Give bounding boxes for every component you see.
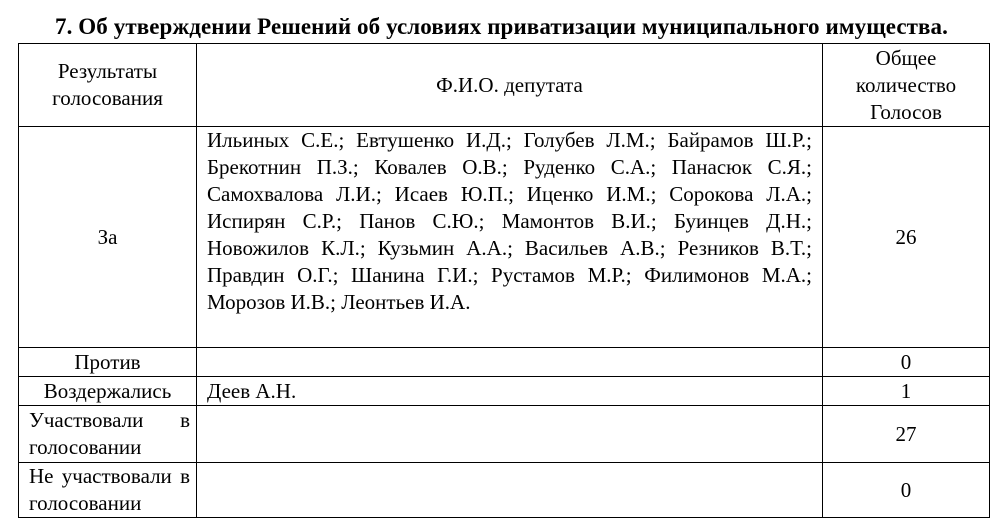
table-row-abstained <box>19 377 990 406</box>
vote-count-participated: 27 <box>823 406 990 463</box>
row-label-against: Против <box>19 348 197 377</box>
table-row-not-participated <box>19 463 990 518</box>
vote-count-for: 26 <box>823 127 990 348</box>
table-header-row <box>19 44 990 127</box>
deputies-abstained-list: Деев А.Н. <box>197 377 823 406</box>
header-total-votes: Общее количество Голосов <box>823 44 990 127</box>
table-row-participated <box>19 406 990 463</box>
row-label-for: За <box>19 127 197 348</box>
row-label-participated: Участвовали в голосовании <box>19 406 197 463</box>
section-heading: 7. Об утверждении Решений об условиях приватизации муниципального имущества. <box>54 14 948 39</box>
vote-count-against: 0 <box>823 348 990 377</box>
header-deputy-names: Ф.И.О. депутата <box>197 44 823 127</box>
row-label-not-participated: Не участвовали в голосовании <box>19 463 197 518</box>
deputies-against-list <box>197 348 823 377</box>
deputies-participated-list <box>197 406 823 463</box>
table-row-against <box>19 348 990 377</box>
row-label-abstained: Воздержались <box>19 377 197 406</box>
deputies-not-participated-list <box>197 463 823 518</box>
header-voting-results: Результаты голосования <box>19 44 197 127</box>
table-row-for <box>19 127 990 348</box>
vote-count-not-participated: 0 <box>823 463 990 518</box>
voting-results-table <box>18 43 990 518</box>
vote-count-abstained: 1 <box>823 377 990 406</box>
deputies-for-list: Ильиных С.Е.; Евтушенко И.Д.; Голубев Л.М.; Байрамов Ш.Р.; Брекотнин П.З.; Ковалев О.В.; Руденко С.А.; Панасюк С.Я.; Самохвалова Л.И.; Исаев Ю.П.; Иценко И.М.; Сорокова Л.А.; Испирян С.Р.; Панов С.Ю.; Мамонтов В.И.; Буинцев Д.Н.; Новожилов К.Л.; Кузьмин А.А.; Васильев А.В.; Резников В.Т.; Правдин О.Г.; Шанина Г.И.; Рустамов М.Р.; Филимонов М.А.; Морозов И.В.; Леонтьев И.А. <box>197 127 823 348</box>
